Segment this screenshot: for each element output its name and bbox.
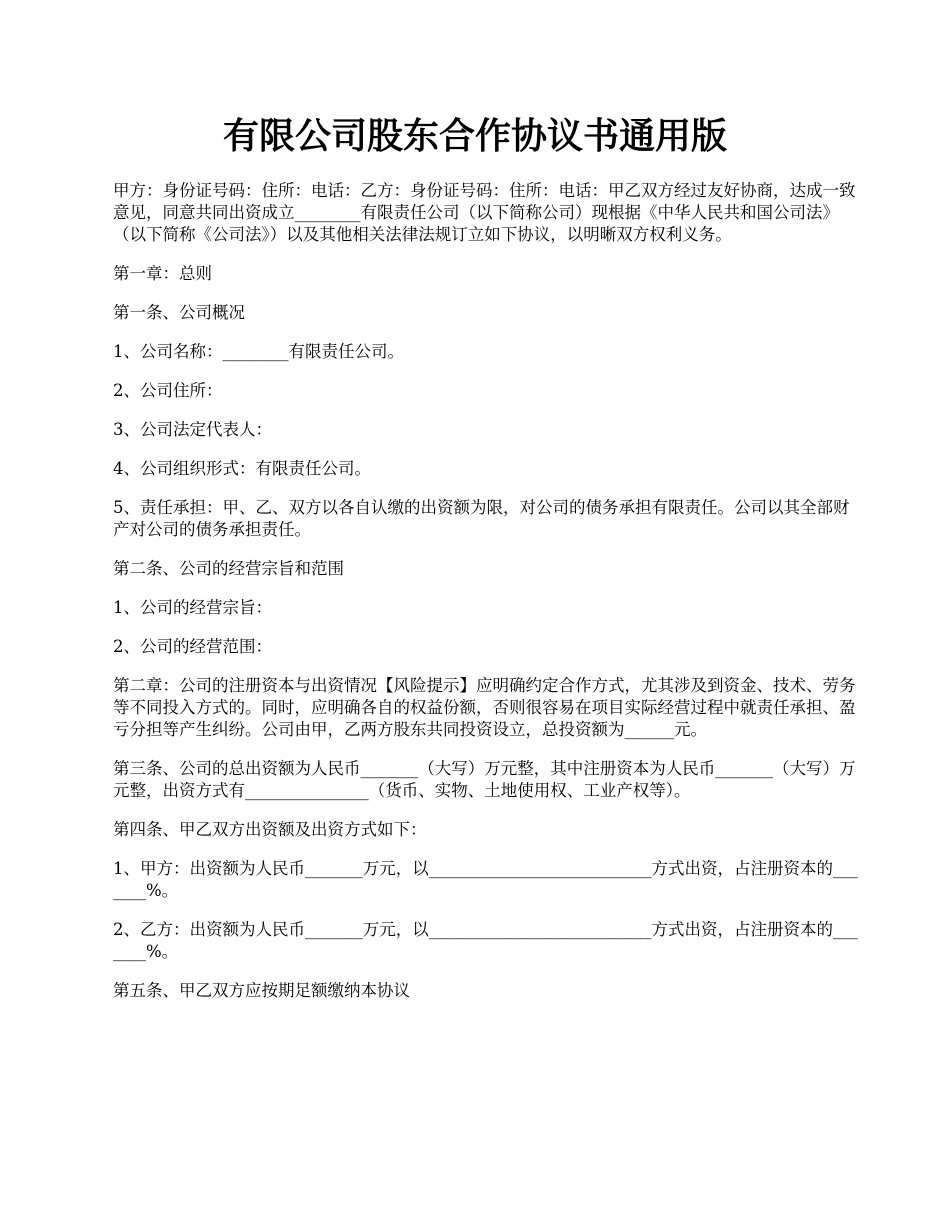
article-heading: 第五条、甲乙双方应按期足额缴纳本协议	[113, 981, 410, 1000]
clause-paragraph: 2、公司的经营范围：	[113, 637, 272, 656]
clause-paragraph: 1、公司名称：________有限责任公司。	[113, 342, 404, 361]
clause-paragraph: 2、公司住所：	[113, 381, 223, 400]
clause-paragraph: 1、甲方：出资额为人民币_______万元，以___________________________方式出资，占注册资本的_______%。	[113, 859, 858, 900]
chapter-paragraph: 第二章：公司的注册资本与出资情况【风险提示】应明确约定合作方式，尤其涉及到资金、技术、劳务等不同投入方式的。同时，应明确各自的权益份额，否则很容易在项目实际经营过程中就责任承担、盈亏分担等产生纠纷。公司由甲，乙两方股东共同投资设立，总投资额为______元。	[113, 676, 856, 739]
clause-paragraph: 2、乙方：出资额为人民币_______万元，以___________________________方式出资，占注册资本的_______%。	[113, 920, 858, 961]
article-heading: 第四条、甲乙双方出资额及出资方式如下：	[113, 820, 427, 839]
clause-paragraph: 5、责任承担：甲、乙、双方以各自认缴的出资额为限，对公司的债务承担有限责任。公司以其全部财产对公司的债务承担责任。	[113, 498, 850, 539]
chapter-heading: 第一章：总则	[113, 264, 212, 283]
document-title: 有限公司股东合作协议书通用版	[222, 115, 727, 157]
clause-paragraph: 4、公司组织形式：有限责任公司。	[113, 459, 371, 478]
clause-paragraph: 3、公司法定代表人：	[113, 420, 272, 439]
preamble-paragraph: 甲方：身份证号码：住所：电话：乙方：身份证号码：住所：电话：甲乙双方经过友好协商，达成一致意见，同意共同出资成立________有限责任公司（以下简称公司）现根据《中华人民共和国公司法》（以下简称《公司法》）以及其他相关法律法规订立如下协议，以明晰双方权利义务。	[113, 181, 856, 244]
article-paragraph: 第三条、公司的总出资额为人民币_______（大写）万元整，其中注册资本为人民币_______（大写）万元整，出资方式有_______________（货币、实物、土地使用权、工业产权等）。	[113, 759, 856, 800]
article-heading: 第二条、公司的经营宗旨和范围	[113, 559, 344, 578]
article-heading: 第一条、公司概况	[113, 303, 245, 322]
document-body	[113, 180, 858, 1019]
clause-paragraph: 1、公司的经营宗旨：	[113, 598, 272, 617]
